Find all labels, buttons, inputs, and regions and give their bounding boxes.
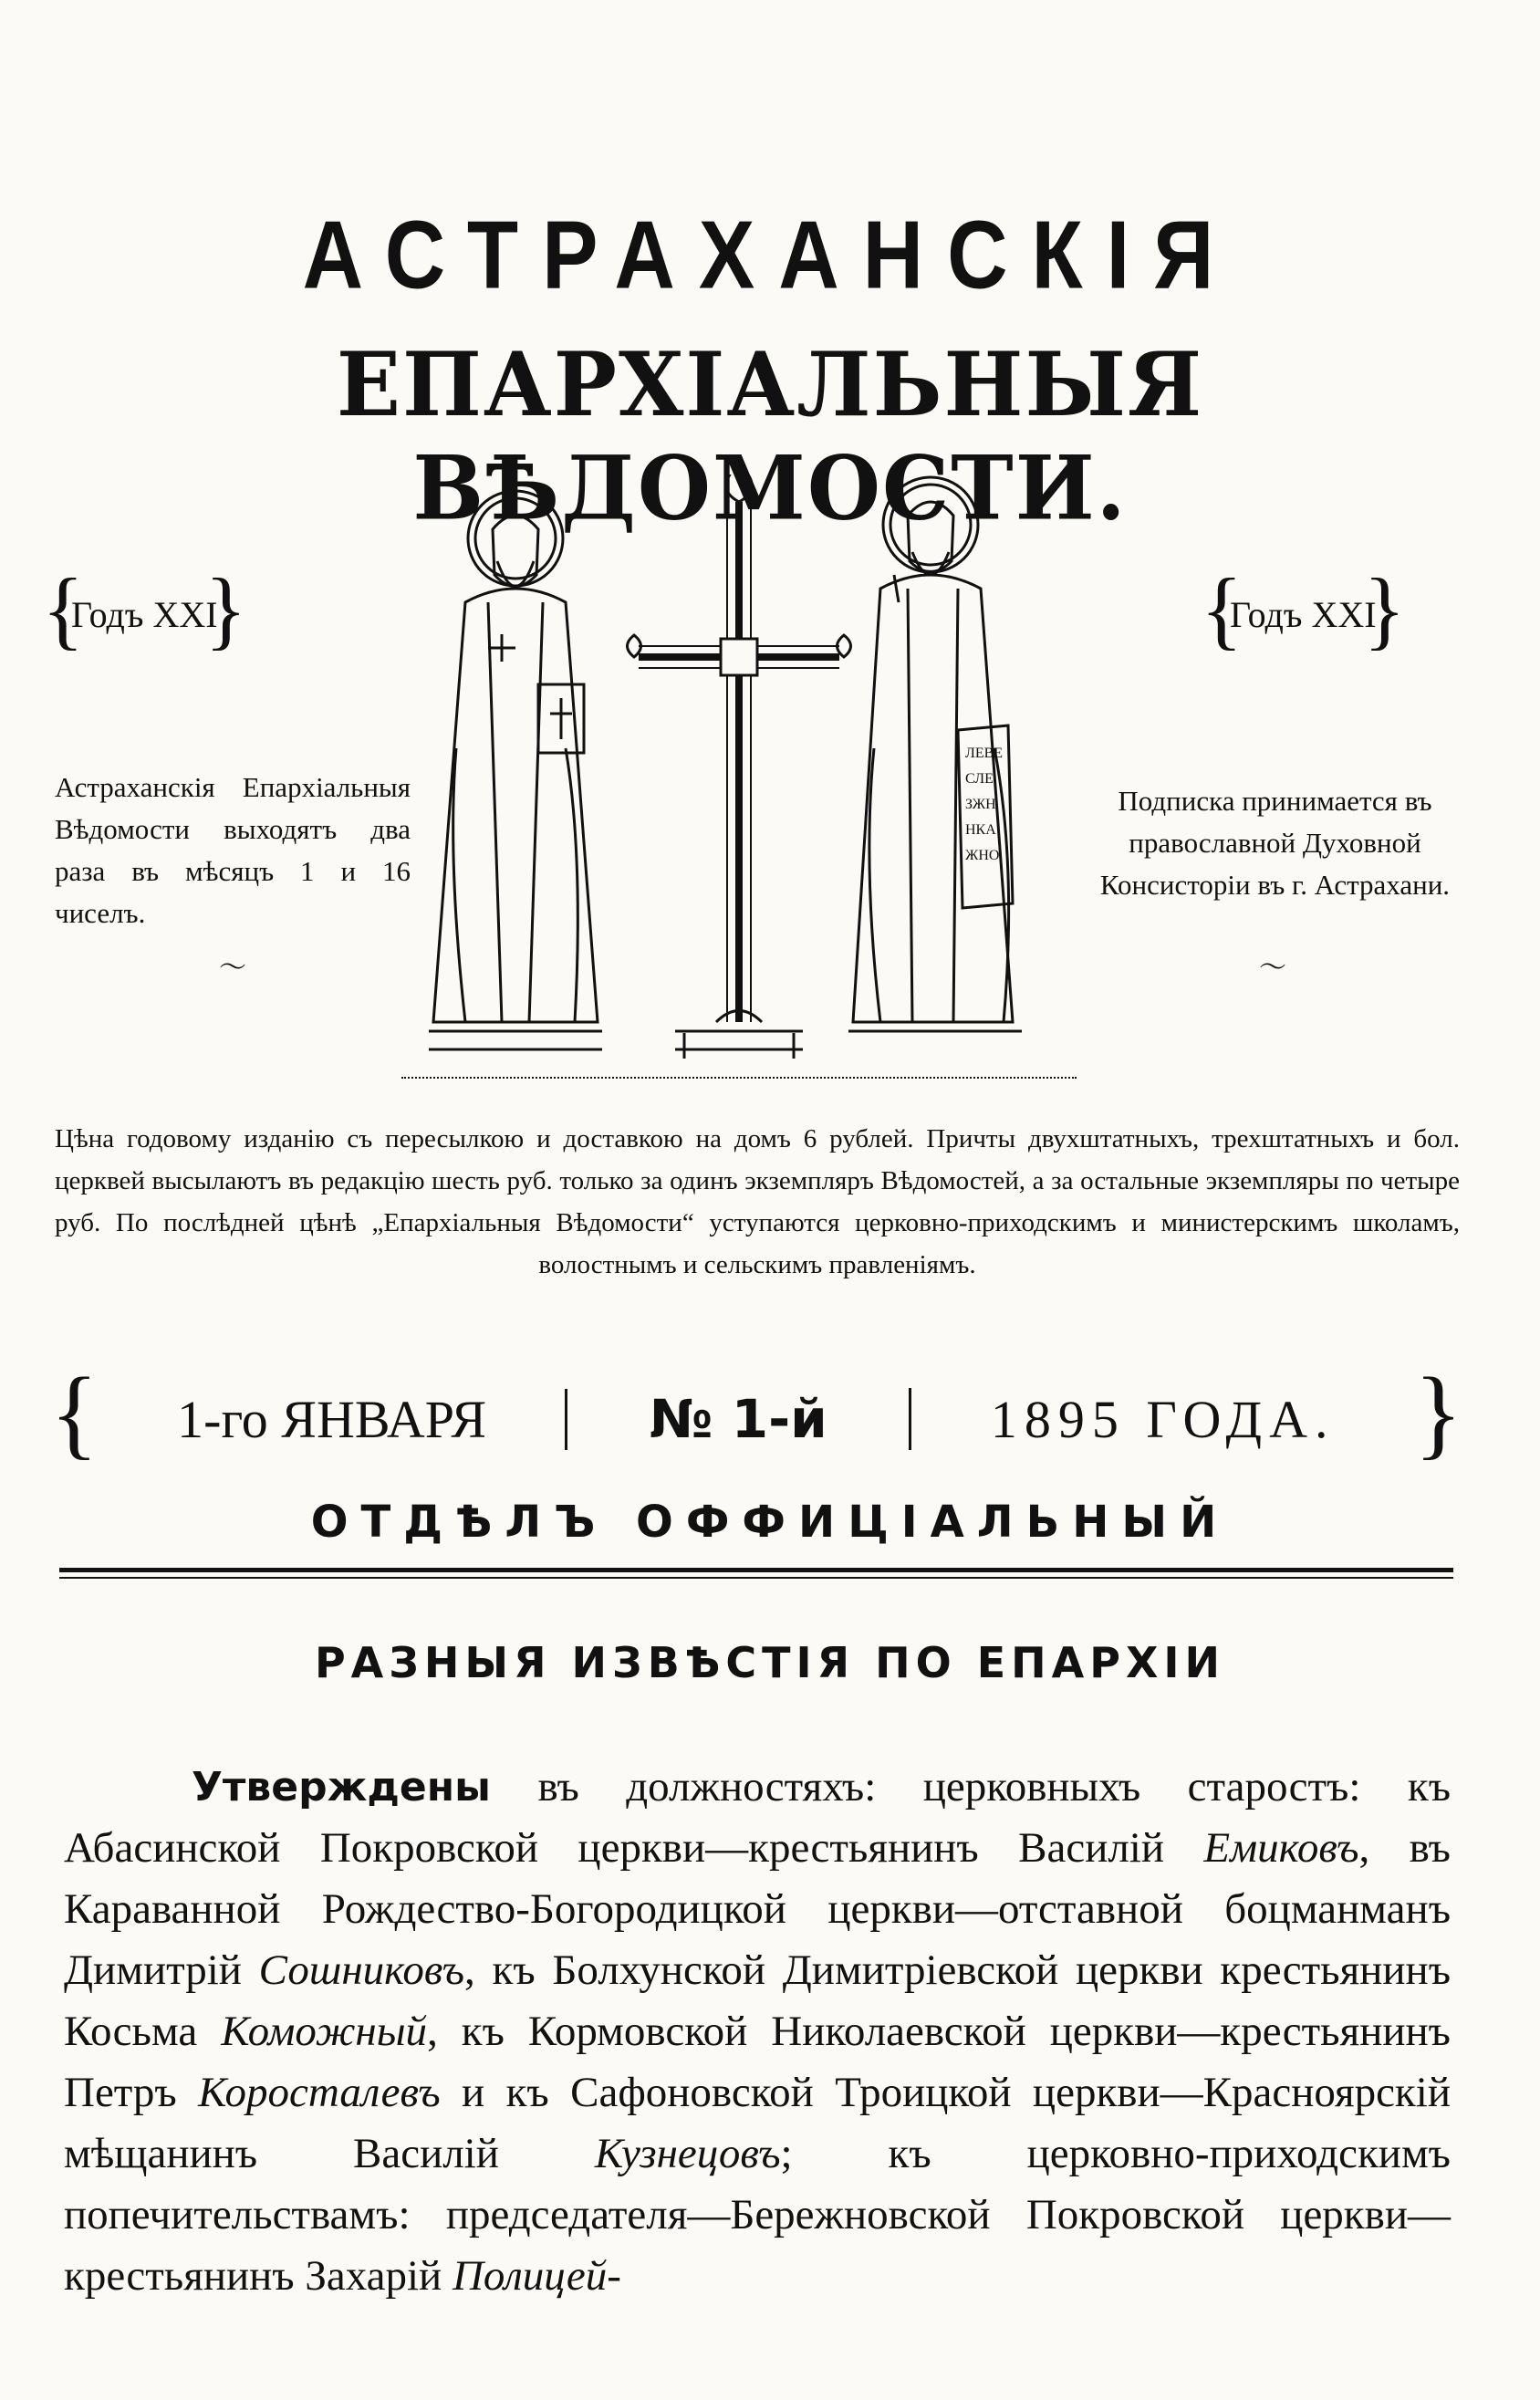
svg-text:СЛЕ: СЛЕ [965,771,994,787]
year-right-label: Годъ XXI [1230,594,1377,635]
brace-left-icon: { [1201,560,1243,658]
year-left-label: Годъ XXI [71,594,218,635]
year-badge-right [1201,560,1406,658]
left-saint-figure [429,491,602,1049]
masthead-title-line1: АСТРАХАНСКІЯ [302,202,1238,309]
article-heading: РАЗНЫЯ ИЗВѢСТІЯ ПО ЕПАРХІИ [314,1638,1226,1687]
illustration-baseline [401,1077,1077,1079]
year-badge-left [42,560,247,658]
saints-and-cross-illustration [401,475,1077,1077]
brace-right-icon: } [1363,560,1406,658]
issue-dateline [50,1357,1462,1469]
person-name: Полицей- [452,2252,621,2300]
issue-number: № 1-й [567,1388,911,1450]
person-name: Коросталевъ [198,2069,441,2116]
svg-text:ЗЖН: ЗЖН [965,797,996,812]
svg-text:ЖНО: ЖНО [965,848,1000,863]
brace-left-icon: { [50,1357,99,1468]
person-name: Коможный [221,2008,428,2055]
section-rule [59,1568,1453,1572]
person-name: Кузнецовъ [594,2130,781,2177]
person-name: Сошниковъ [258,1946,465,1994]
scroll-inscription: ЛЕВЕ [965,746,1004,761]
masthead-title-line2: ЕПАРХІАЛЬНЫЯ ВѢДОМОСТИ. [336,332,1204,540]
ornament-left-icon: 〜 [219,953,246,983]
brace-right-icon: } [1414,1357,1462,1468]
issue-year: 1895 ГОДА. [990,1389,1336,1449]
section-rule-thin [59,1577,1453,1579]
price-notice: Цѣна годовому изданію съ пересылкою и доставкою на домъ 6 рублей. Причты двухштатныхъ, трехштатныхъ и бол. церквей высылаютъ въ редакцію шесть руб. только за одинъ экземпляръ Вѣдомостей, а за остальные экземпляры по четыре руб. По послѣдней цѣнѣ „Епархіальныя Вѣдомости“ уступаются церковно-приходскимъ и министерскимъ школамъ, волостнымъ и сельскимъ правленіямъ. [55,1124,1460,1279]
person-name: Емиковъ [1203,1824,1359,1872]
cross-figure [628,475,851,1059]
lead-word: Утверждены [192,1764,491,1810]
section-title: ОТДѢЛЪ ОФФИЦІАЛЬНЫЙ [310,1497,1230,1548]
svg-text:НКА: НКА [965,822,996,838]
brace-right-icon: } [204,560,247,658]
subscription-note: Подписка принимается въ православной Духовной Консисторіи въ г. Астрахани. [1099,785,1451,901]
brace-left-icon: { [42,560,85,658]
article-body: Утверждены въ должностяхъ: церковныхъ старостъ: къ Абасинской Покровской церкви—крестьянинъ Василій Емиковъ, въ Караванной Рождество-Богородицкой церкви—отставной боцманманъ Димитрій Сошниковъ, къ Болхунской Димитріевской церкви крестьянинъ Косьма Коможный, къ Кормовской Николаевской церкви—крестьянинъ Петръ Коросталевъ и къ Сафоновской Троицкой церкви—Красноярскій мѣщанинъ Василій Кузнецовъ; къ церковно-приходскимъ попечительствамъ: председателя—Бережновской Покровской церкви—крестьянинъ Захарій Полицей- [64,1763,1451,2300]
ornament-right-icon: 〜 [1259,953,1286,983]
issue-date: 1-го ЯНВАРЯ [99,1389,568,1450]
publication-schedule-note: Астраханскія Епархіальныя Вѣдомости выходятъ два раза въ мѣсяцъ 1 и 16 чиселъ. [55,771,411,929]
